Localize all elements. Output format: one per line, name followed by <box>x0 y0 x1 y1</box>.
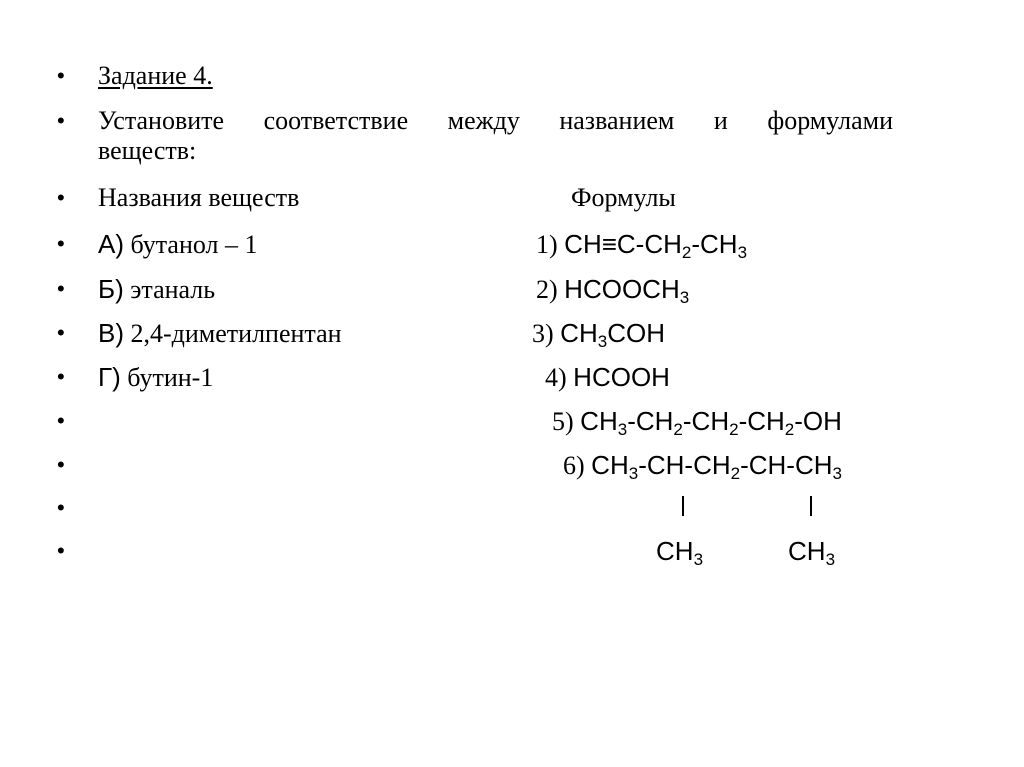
bullet: • <box>57 452 65 477</box>
formula-part: CH <box>591 450 629 480</box>
name-item-a <box>98 224 258 265</box>
formula-part: CH <box>788 536 826 566</box>
name-item-b <box>98 269 215 310</box>
headers-row <box>0 178 1024 218</box>
name-letter: Г) <box>98 362 121 392</box>
formula-subscript: 2 <box>673 420 683 439</box>
formula-subscript: 2 <box>681 243 692 262</box>
name-letter: А) <box>98 229 124 259</box>
instruction-row-cont <box>0 131 1024 171</box>
formula-subscript: 3 <box>832 464 842 483</box>
branch-bars-row <box>0 488 1024 528</box>
formula-subscript: 2 <box>784 420 795 439</box>
formula-num: 4) <box>545 363 567 392</box>
match-row-a <box>0 224 1024 264</box>
bullet: • <box>57 364 65 389</box>
bullet: • <box>57 231 65 256</box>
formula-subscript: 3 <box>679 288 690 307</box>
formula-subscript: 3 <box>628 464 639 483</box>
name-letter: В) <box>98 318 124 348</box>
instruction-line-1: Установите соответствие между названием и формулами <box>98 106 893 135</box>
formula-part: CH≡C-CH <box>564 229 682 259</box>
branch-bond-left <box>682 496 684 516</box>
task-title: Задание 4. <box>98 61 213 90</box>
formula-part: -CH-CH <box>638 450 731 480</box>
bullet: • <box>57 495 65 520</box>
branch-groups-row <box>0 531 1024 571</box>
name-item-v <box>98 313 342 354</box>
name-text: бутанол – 1 <box>130 230 258 259</box>
formula-6 <box>563 445 842 486</box>
formula-part: CH <box>580 406 618 436</box>
match-row-v <box>0 313 1024 353</box>
formula-1 <box>536 224 747 265</box>
name-letter: Б) <box>98 274 124 304</box>
bullet: • <box>57 108 65 133</box>
formula-part: CH <box>656 536 694 566</box>
formula-num: 1) <box>536 230 558 259</box>
bullet: • <box>57 408 65 433</box>
formula-part: -CH <box>738 406 785 436</box>
header-formulas: Формулы <box>571 183 676 212</box>
formula-part: -CH <box>691 229 738 259</box>
formula-row-6 <box>0 445 1024 485</box>
formula-subscript: 3 <box>693 550 704 569</box>
name-text: 2,4-диметилпентан <box>130 319 342 348</box>
branch-group-right <box>788 531 835 572</box>
formula-num: 5) <box>552 407 574 436</box>
formula-part: COH <box>607 318 665 348</box>
formula-row-5 <box>0 401 1024 441</box>
bullet: • <box>57 320 65 345</box>
bullet: • <box>57 185 65 210</box>
formula-4 <box>545 357 670 398</box>
formula-part: -CH-CH <box>740 450 833 480</box>
formula-subscript: 3 <box>737 243 748 262</box>
branch-bond-right <box>810 496 812 516</box>
formula-subscript: 2 <box>730 464 741 483</box>
name-item-g <box>98 357 213 398</box>
match-row-b <box>0 269 1024 309</box>
formula-part: HCOOH <box>573 362 670 392</box>
bullet: • <box>57 538 65 563</box>
formula-num: 3) <box>532 319 554 348</box>
formula-part: -OH <box>794 406 842 436</box>
formula-5 <box>552 401 842 442</box>
formula-subscript: 3 <box>617 420 628 439</box>
formula-subscript: 2 <box>729 420 739 439</box>
formula-2 <box>536 269 689 310</box>
formula-3 <box>532 313 665 354</box>
formula-part: -CH <box>627 406 674 436</box>
task-title-row <box>0 56 1024 96</box>
formula-num: 6) <box>563 451 585 480</box>
header-names: Названия веществ <box>98 183 300 212</box>
match-row-g <box>0 357 1024 397</box>
bullet: • <box>57 63 65 88</box>
instruction-line-2: веществ: <box>98 136 197 165</box>
name-text: этаналь <box>130 275 216 304</box>
branch-group-left <box>656 531 703 572</box>
name-text: бутин-1 <box>127 363 214 392</box>
formula-num: 2) <box>536 275 558 304</box>
formula-part: CH <box>560 318 598 348</box>
formula-part: HCOOCH <box>564 274 680 304</box>
formula-subscript: 3 <box>825 550 836 569</box>
bullet: • <box>57 276 65 301</box>
formula-subscript: 3 <box>597 332 608 351</box>
formula-part: -CH <box>682 406 730 436</box>
